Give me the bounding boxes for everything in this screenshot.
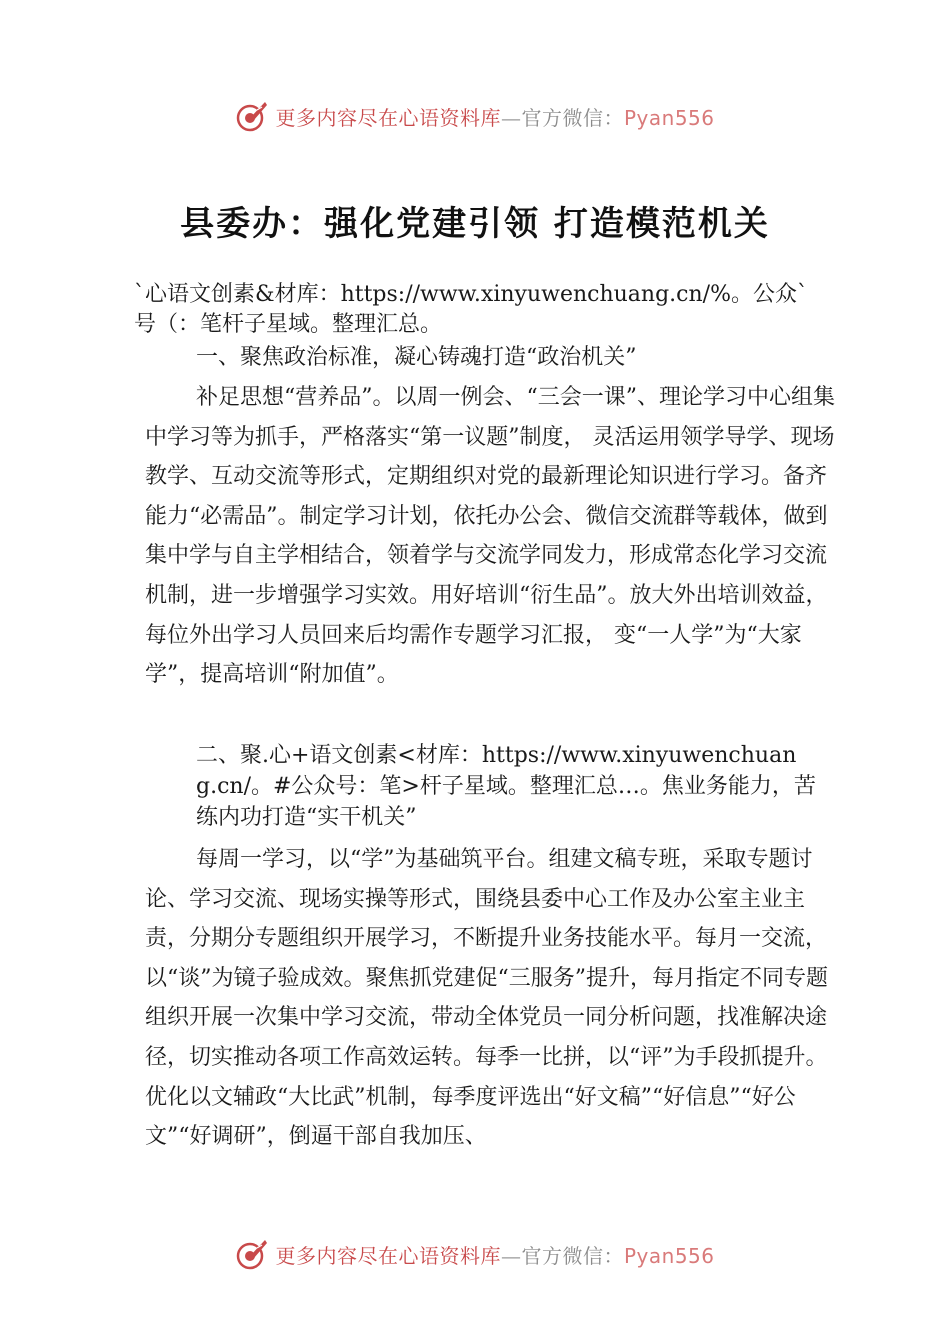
section-2-heading: 二、聚.心+语文创素<材库：https://www.xinyuwenchuang.cn/。#公众号：笔>杆子星域。整理汇总…。焦业务能力，苦练内功打造“实干机关” <box>196 743 816 830</box>
quill-logo-icon <box>235 99 269 133</box>
watermark-footer <box>0 1234 950 1274</box>
watermark-official-label: 官方微信： <box>521 105 624 130</box>
watermark-brand: 更多内容尽在心语资料库 <box>275 105 501 130</box>
watermark-text <box>275 102 714 131</box>
quill-logo-icon <box>235 1237 269 1271</box>
document-title: 县委办：强化党建引领 打造模范机关 <box>180 204 770 244</box>
source-note: `心语文创素&材库：https://www.xinyuwenchuang.cn/%。公众`号（：笔杆子星域。整理汇总。 <box>134 282 808 337</box>
watermark-wechat-id: Pyan556 <box>623 105 715 130</box>
watermark-wechat-id: Pyan556 <box>623 1243 715 1268</box>
section-2-paragraph: 每周一学习，以“学”为基础筑平台。组建文稿专班，采取专题讨论、学习交流、现场实操等形式，围绕县委中心工作及办公室主业主责，分期分专题组织开展学习，不断提升业务技能水平。每月一交流，以“谈”为镜子验成效。聚焦抓党建促“三服务”提升，每月指定不同专题组织开展一次集中学习交流，带动全体党员一同分析问题，找准解决途径，切实推动各项工作高效运转。每季一比拼，以“评”为手段抓提升。优化以文辅政“大比武”机制，每季度评选出“好文稿”“好信息”“好公文”“好调研”，倒逼干部自我加压、 <box>145 847 828 1150</box>
section-1-paragraph: 补足思想“营养品”。以周一例会、“三会一课”、理论学习中心组集中学习等为抓手，严格落实“第一议题”制度， 灵活运用领学导学、现场教学、互动交流等形式，定期组织对党的最新理论知识进行学习。备齐能力“必需品”。制定学习计划，依托办公会、微信交流群等载体，做到集中学与自主学相结合，领着学与交流学同发力，形成常态化学习交流机制，进一步增强学习实效。用好培训“衍生品”。放大外出培训效益，每位外出学习人员回来后均需作专题学习汇报， 变“一人学”为“大家学”，提高培训“附加值”。 <box>145 385 835 688</box>
watermark-official-label: 官方微信： <box>521 1243 624 1268</box>
section-1-heading: 一、聚焦政治标准，凝心铸魂打造“政治机关” <box>196 345 637 370</box>
watermark-dash: — <box>500 1243 522 1268</box>
watermark-header <box>0 96 950 136</box>
watermark-dash: — <box>500 105 522 130</box>
watermark-text <box>275 1240 714 1269</box>
watermark-brand: 更多内容尽在心语资料库 <box>275 1243 501 1268</box>
